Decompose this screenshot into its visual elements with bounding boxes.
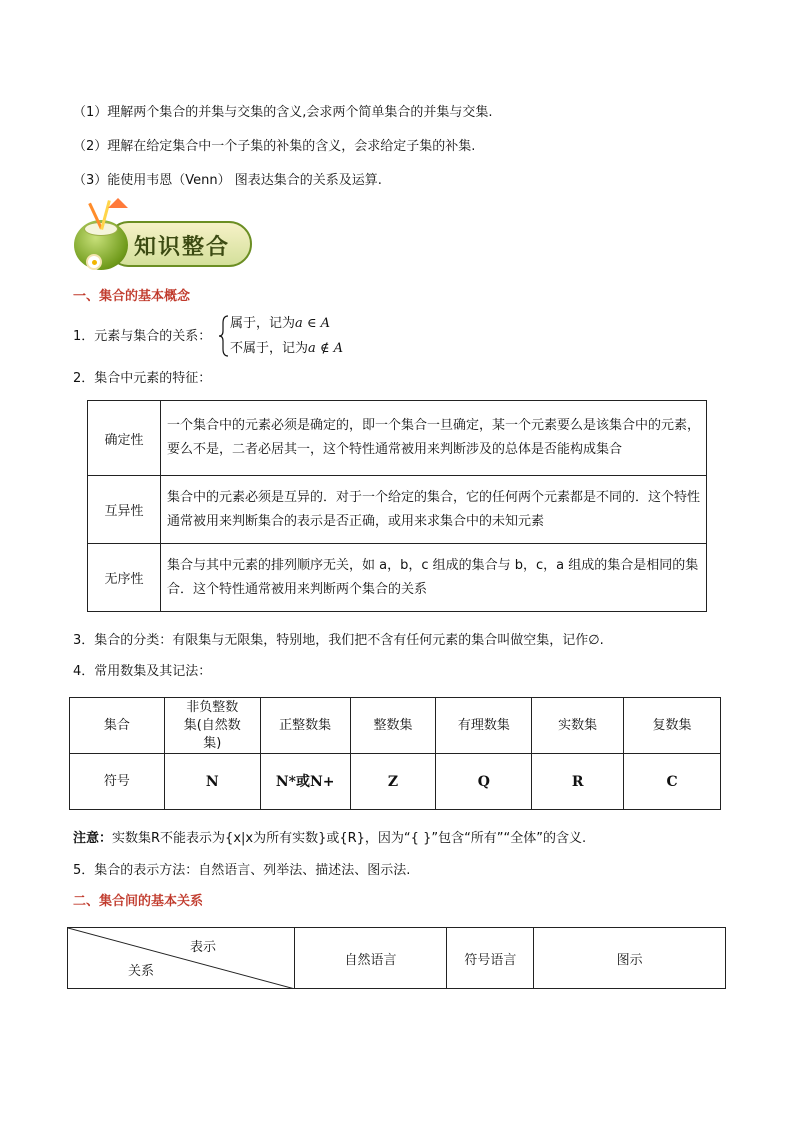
- feature-desc: 集合与其中元素的排列顺序无关，如 a，b，c 组成的集合与 b，c，a 组成的集合是相同的集合．这个特性通常被用来判断两个集合的关系: [161, 544, 707, 612]
- features-table: [87, 400, 707, 612]
- item1-label: 1．元素与集合的关系：: [73, 329, 212, 344]
- diag-top-label: 表示: [190, 940, 217, 955]
- section2-heading: 二、集合间的基本关系: [73, 894, 204, 909]
- item2-label: 2．集合中元素的特征：: [73, 371, 212, 386]
- relation-notbelong: [230, 340, 343, 358]
- numset-name: 有理数集: [436, 698, 532, 754]
- umbrella-icon: [108, 198, 128, 208]
- table-row: [70, 698, 721, 754]
- relation-belong-math: a ∈ A: [295, 316, 331, 331]
- relation-belong: [230, 315, 330, 333]
- table-row: [88, 476, 707, 544]
- objective-3: （3）能使用韦恩（Venn） 图表达集合的关系及运算.: [73, 173, 382, 188]
- item3-text: 3．集合的分类：有限集与无限集，特别地，我们把不含有任何元素的集合叫做空集，记作∅.: [73, 633, 604, 648]
- numset-name: 正整数集: [260, 698, 350, 754]
- note-label: 注意：: [73, 831, 113, 846]
- numset-symbol: N: [164, 754, 260, 810]
- flower-icon: [86, 254, 102, 270]
- feature-desc: 集合中的元素必须是互异的．对于一个给定的集合，它的任何两个元素都是不同的．这个特性通常被用来判断集合的表示是否正确，或用来求集合中的未知元素: [161, 476, 707, 544]
- banner-title: 知识整合: [134, 234, 231, 260]
- numset-name: 复数集: [624, 698, 721, 754]
- numset-symbol: C: [624, 754, 721, 810]
- section1-heading: 一、集合的基本概念: [73, 289, 191, 304]
- relations-col-header: 符号语言: [447, 928, 534, 989]
- table-row: [68, 928, 726, 989]
- relations-col-header: 自然语言: [294, 928, 447, 989]
- table-row: [88, 401, 707, 476]
- numset-symbol: Z: [350, 754, 436, 810]
- numset-symbol: Q: [436, 754, 532, 810]
- feature-name: 互异性: [88, 476, 161, 544]
- table-row: [88, 544, 707, 612]
- numsets-symbol-label: 符号: [70, 754, 165, 810]
- relations-table: [67, 927, 726, 989]
- item4-label: 4．常用数集及其记法：: [73, 664, 212, 679]
- numsets-table: [69, 697, 721, 810]
- feature-name: 无序性: [88, 544, 161, 612]
- numset-name: 实数集: [532, 698, 624, 754]
- numset-name: 整数集: [350, 698, 436, 754]
- objective-1: （1）理解两个集合的并集与交集的含义,会求两个简单集合的并集与交集.: [73, 105, 493, 120]
- knowledge-banner: [74, 198, 254, 274]
- note-text: 实数集R不能表示为{x|x为所有实数}或{R}，因为“{ }”包含“所有”“全体”的含义.: [112, 831, 587, 846]
- numset-name: 非负整数集(自然数集): [164, 698, 260, 754]
- feature-name: 确定性: [88, 401, 161, 476]
- numset-symbol: N*或N+: [260, 754, 350, 810]
- diag-bottom-label: 关系: [128, 964, 155, 979]
- diagonal-line: [68, 928, 295, 989]
- relations-col-header: 图示: [534, 928, 726, 989]
- brace-icon: [219, 315, 229, 357]
- table-row: [70, 754, 721, 810]
- relation-notbelong-text: 不属于，记为: [230, 341, 309, 356]
- diagonal-header-cell: [68, 928, 295, 989]
- objective-2: （2）理解在给定集合中一个子集的补集的含义，会求给定子集的补集.: [73, 139, 476, 154]
- relation-notbelong-math: a ∉ A: [308, 341, 344, 356]
- numset-symbol: R: [532, 754, 624, 810]
- item5-text: 5．集合的表示方法：自然语言、列举法、描述法、图示法.: [73, 863, 411, 878]
- relation-belong-text: 属于，记为: [230, 316, 296, 331]
- feature-desc: 一个集合中的元素必须是确定的，即一个集合一旦确定，某一个元素要么是该集合中的元素，要么不是，二者必居其一，这个特性通常被用来判断涉及的总体是否能构成集合: [161, 401, 707, 476]
- numsets-header-label: 集合: [70, 698, 165, 754]
- note-line: [73, 830, 586, 848]
